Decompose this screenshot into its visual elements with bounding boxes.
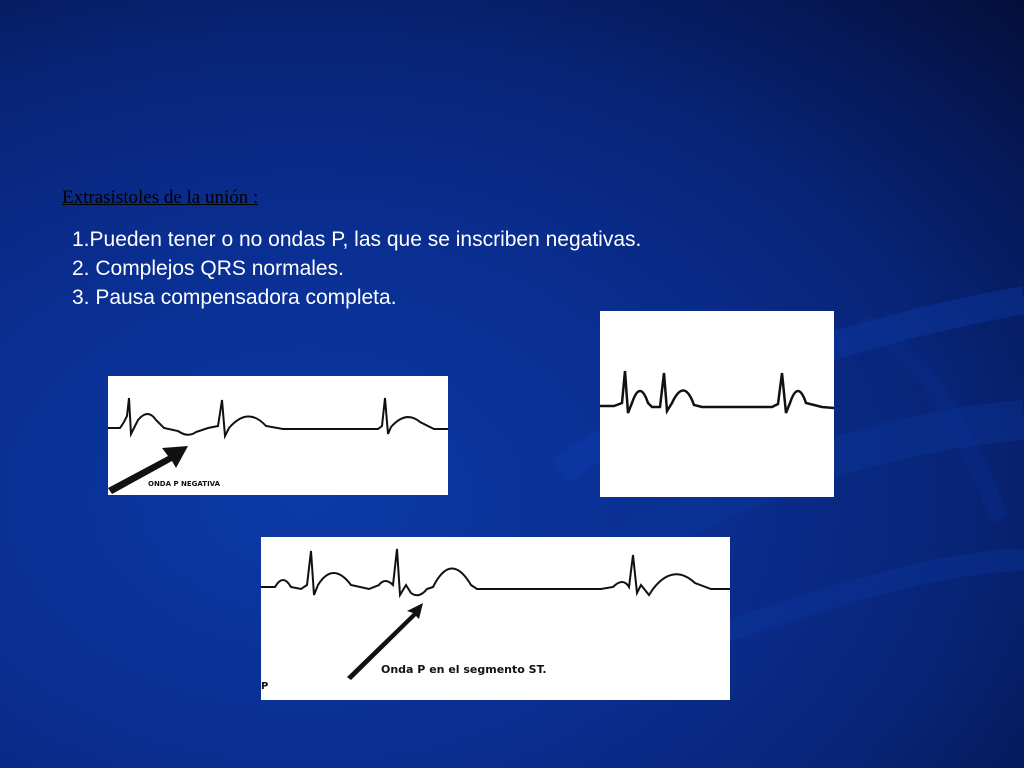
ecg-figure-p-in-st <box>261 537 730 700</box>
figure-caption: ONDA P NEGATIVA <box>148 480 221 488</box>
corner-mark: P <box>261 681 269 692</box>
ecg-figure-compensatory-pause <box>600 311 834 497</box>
ecg-figure-negative-p <box>108 376 448 495</box>
bullet-item-3: 3. Pausa compensadora completa. <box>72 286 397 309</box>
ecg-trace <box>600 371 834 413</box>
ecg-trace <box>108 398 448 436</box>
bullet-item-2: 2. Complejos QRS normales. <box>72 257 344 280</box>
ecg-trace <box>261 549 730 595</box>
figure-caption: Onda P en el segmento ST. <box>381 663 547 676</box>
slide-heading: Extrasistoles de la unión : <box>62 187 259 208</box>
bullet-list <box>72 225 641 312</box>
bullet-item-1: 1.Pueden tener o no ondas P, las que se inscriben negativas. <box>72 228 642 251</box>
